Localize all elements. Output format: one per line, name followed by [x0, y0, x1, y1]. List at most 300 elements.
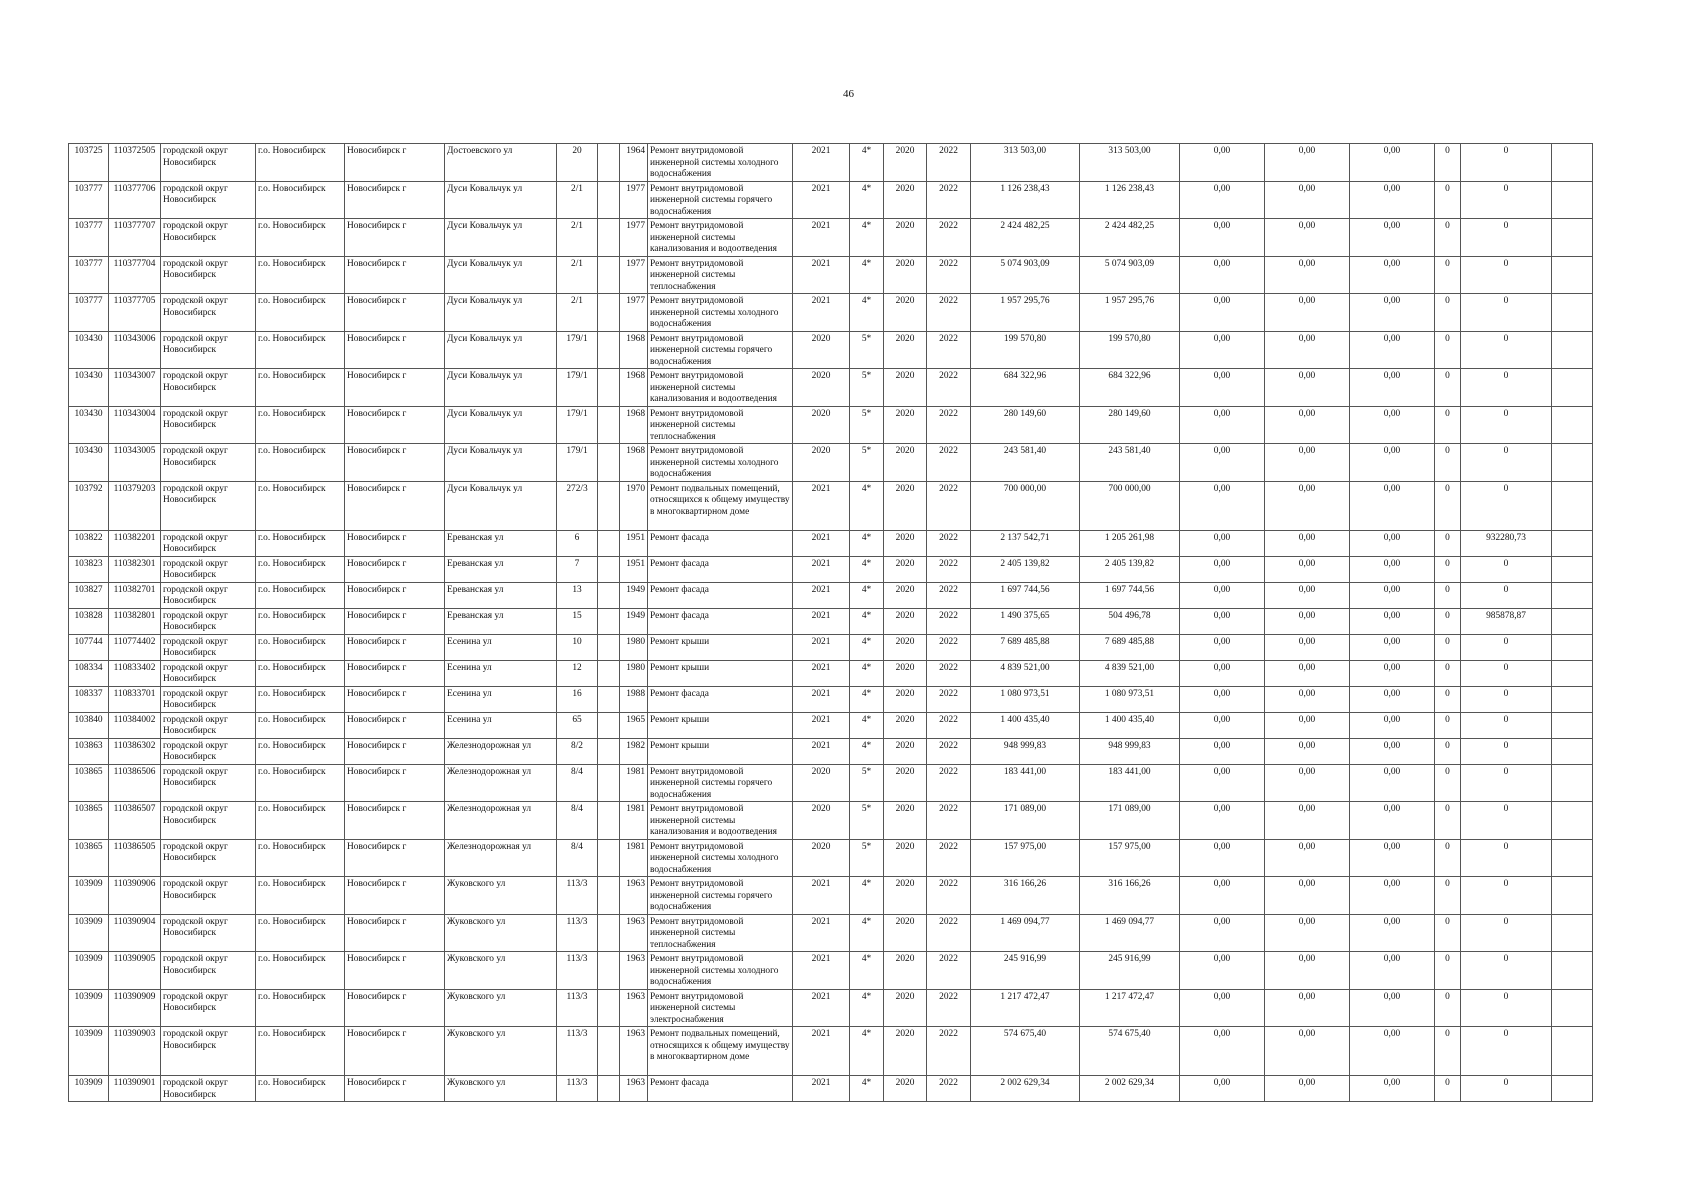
- cell-plan-year: 2020: [793, 802, 850, 840]
- cell-note: [1552, 144, 1593, 182]
- cell-owners-funds: 0: [1435, 181, 1461, 219]
- cell-budget-federal: 0,00: [1180, 989, 1265, 1027]
- cell-budget-local: 0,00: [1350, 294, 1435, 332]
- cell-period-start: 2020: [884, 877, 927, 915]
- cell-house-number: 179/1: [557, 406, 598, 444]
- cell-priority: 4*: [850, 660, 884, 686]
- cell-object-id: 110386505: [109, 839, 161, 877]
- cell-other-funds: 0: [1461, 952, 1552, 990]
- cell-period-end: 2022: [927, 331, 971, 369]
- cell-street: Есенина ул: [445, 634, 557, 660]
- cell-period-start: 2020: [884, 712, 927, 738]
- cell-fund-cost: 280 149,60: [1080, 406, 1180, 444]
- cell-priority: 4*: [850, 144, 884, 182]
- cell-budget-regional: 0,00: [1265, 444, 1350, 482]
- cell-budget-regional: 0,00: [1265, 181, 1350, 219]
- cell-fund-cost: 2 002 629,34: [1080, 1076, 1180, 1102]
- cell-build-year: 1988: [620, 686, 648, 712]
- cell-house-number: 10: [557, 634, 598, 660]
- cell-work-type: Ремонт внутридомовой инженерной системы электроснабжения: [648, 989, 793, 1027]
- cell-object-id: 110386507: [109, 802, 161, 840]
- cell-budget-local: 0,00: [1350, 1027, 1435, 1076]
- cell-municipal-district: г.о. Новосибирск: [256, 481, 345, 530]
- cell-corpus: [598, 634, 620, 660]
- cell-house-number: 6: [557, 530, 598, 556]
- cell-municipal-district: г.о. Новосибирск: [256, 738, 345, 764]
- cell-period-end: 2022: [927, 989, 971, 1027]
- cell-owners-funds: 0: [1435, 556, 1461, 582]
- cell-budget-regional: 0,00: [1265, 989, 1350, 1027]
- cell-municipal-district: г.о. Новосибирск: [256, 582, 345, 608]
- cell-owners-funds: 0: [1435, 952, 1461, 990]
- cell-total-cost: 183 441,00: [971, 764, 1080, 802]
- cell-build-year: 1963: [620, 1076, 648, 1102]
- cell-period-start: 2020: [884, 530, 927, 556]
- cell-work-type: Ремонт фасада: [648, 1076, 793, 1102]
- cell-total-cost: 1 957 295,76: [971, 294, 1080, 332]
- capital-repair-table: [68, 143, 1593, 1102]
- cell-object-id: 110377707: [109, 219, 161, 257]
- cell-house-number: 13: [557, 582, 598, 608]
- cell-period-start: 2020: [884, 219, 927, 257]
- cell-total-cost: 7 689 485,88: [971, 634, 1080, 660]
- cell-other-funds: 0: [1461, 369, 1552, 407]
- cell-municipal-district: г.о. Новосибирск: [256, 294, 345, 332]
- cell-locality: Новосибирск г: [345, 660, 445, 686]
- table-row: [69, 181, 1593, 219]
- cell-note: [1552, 1027, 1593, 1076]
- cell-locality: Новосибирск г: [345, 952, 445, 990]
- cell-fund-cost: 684 322,96: [1080, 369, 1180, 407]
- cell-plan-year: 2020: [793, 331, 850, 369]
- cell-period-start: 2020: [884, 1076, 927, 1102]
- cell-other-funds: 0: [1461, 256, 1552, 294]
- cell-municipality: городской округ Новосибирск: [161, 712, 256, 738]
- cell-street: Железнодорожная ул: [445, 764, 557, 802]
- document-table-wrapper: [68, 143, 1593, 1102]
- cell-fund-cost: 504 496,78: [1080, 608, 1180, 634]
- cell-budget-federal: 0,00: [1180, 952, 1265, 990]
- cell-object-id: 110377706: [109, 181, 161, 219]
- table-row: [69, 989, 1593, 1027]
- cell-budget-federal: 0,00: [1180, 764, 1265, 802]
- cell-total-cost: 1 469 094,77: [971, 914, 1080, 952]
- cell-budget-federal: 0,00: [1180, 369, 1265, 407]
- cell-budget-federal: 0,00: [1180, 1027, 1265, 1076]
- cell-budget-local: 0,00: [1350, 582, 1435, 608]
- cell-municipality: городской округ Новосибирск: [161, 839, 256, 877]
- cell-period-start: 2020: [884, 989, 927, 1027]
- cell-municipal-district: г.о. Новосибирск: [256, 660, 345, 686]
- cell-plan-year: 2021: [793, 877, 850, 915]
- cell-municipal-district: г.о. Новосибирск: [256, 181, 345, 219]
- cell-work-type: Ремонт внутридомовой инженерной системы холодного водоснабжения: [648, 294, 793, 332]
- cell-owners-funds: 0: [1435, 582, 1461, 608]
- cell-priority: 4*: [850, 686, 884, 712]
- cell-total-cost: 313 503,00: [971, 144, 1080, 182]
- table-body: [69, 144, 1593, 1102]
- cell-note: [1552, 294, 1593, 332]
- cell-budget-federal: 0,00: [1180, 634, 1265, 660]
- cell-municipality: городской округ Новосибирск: [161, 802, 256, 840]
- cell-period-end: 2022: [927, 608, 971, 634]
- cell-other-funds: 0: [1461, 556, 1552, 582]
- cell-budget-federal: 0,00: [1180, 181, 1265, 219]
- cell-budget-regional: 0,00: [1265, 219, 1350, 257]
- cell-plan-year: 2021: [793, 1027, 850, 1076]
- cell-priority: 4*: [850, 877, 884, 915]
- cell-priority: 5*: [850, 331, 884, 369]
- cell-house-id: 103777: [69, 256, 109, 294]
- cell-total-cost: 1 697 744,56: [971, 582, 1080, 608]
- cell-house-number: 8/4: [557, 764, 598, 802]
- cell-total-cost: 1 080 973,51: [971, 686, 1080, 712]
- cell-object-id: 110382301: [109, 556, 161, 582]
- cell-plan-year: 2021: [793, 530, 850, 556]
- cell-object-id: 110343004: [109, 406, 161, 444]
- cell-note: [1552, 608, 1593, 634]
- table-row: [69, 914, 1593, 952]
- cell-budget-federal: 0,00: [1180, 914, 1265, 952]
- cell-house-number: 113/3: [557, 1027, 598, 1076]
- cell-plan-year: 2021: [793, 1076, 850, 1102]
- cell-period-start: 2020: [884, 952, 927, 990]
- table-row: [69, 764, 1593, 802]
- cell-house-number: 179/1: [557, 331, 598, 369]
- cell-house-id: 103840: [69, 712, 109, 738]
- cell-other-funds: 0: [1461, 660, 1552, 686]
- cell-fund-cost: 2 405 139,82: [1080, 556, 1180, 582]
- cell-object-id: 110343006: [109, 331, 161, 369]
- cell-budget-federal: 0,00: [1180, 686, 1265, 712]
- table-row: [69, 144, 1593, 182]
- cell-object-id: 110372505: [109, 144, 161, 182]
- cell-locality: Новосибирск г: [345, 1027, 445, 1076]
- cell-fund-cost: 948 999,83: [1080, 738, 1180, 764]
- cell-budget-federal: 0,00: [1180, 660, 1265, 686]
- cell-priority: 4*: [850, 608, 884, 634]
- cell-municipal-district: г.о. Новосибирск: [256, 802, 345, 840]
- cell-object-id: 110379203: [109, 481, 161, 530]
- cell-work-type: Ремонт внутридомовой инженерной системы канализования и водоотведения: [648, 369, 793, 407]
- cell-municipal-district: г.о. Новосибирск: [256, 839, 345, 877]
- cell-house-id: 103430: [69, 369, 109, 407]
- cell-budget-regional: 0,00: [1265, 877, 1350, 915]
- cell-municipality: городской округ Новосибирск: [161, 331, 256, 369]
- cell-period-end: 2022: [927, 369, 971, 407]
- cell-fund-cost: 1 469 094,77: [1080, 914, 1180, 952]
- cell-budget-federal: 0,00: [1180, 582, 1265, 608]
- cell-period-start: 2020: [884, 556, 927, 582]
- cell-owners-funds: 0: [1435, 802, 1461, 840]
- cell-corpus: [598, 406, 620, 444]
- cell-locality: Новосибирск г: [345, 406, 445, 444]
- cell-priority: 4*: [850, 556, 884, 582]
- cell-owners-funds: 0: [1435, 444, 1461, 482]
- cell-object-id: 110390903: [109, 1027, 161, 1076]
- cell-locality: Новосибирск г: [345, 481, 445, 530]
- cell-plan-year: 2020: [793, 406, 850, 444]
- cell-period-start: 2020: [884, 369, 927, 407]
- cell-budget-local: 0,00: [1350, 481, 1435, 530]
- cell-build-year: 1951: [620, 530, 648, 556]
- cell-locality: Новосибирск г: [345, 181, 445, 219]
- cell-priority: 4*: [850, 989, 884, 1027]
- cell-fund-cost: 171 089,00: [1080, 802, 1180, 840]
- cell-owners-funds: 0: [1435, 686, 1461, 712]
- cell-municipality: городской округ Новосибирск: [161, 294, 256, 332]
- cell-street: Ереванская ул: [445, 608, 557, 634]
- cell-municipality: городской округ Новосибирск: [161, 1076, 256, 1102]
- cell-budget-regional: 0,00: [1265, 481, 1350, 530]
- cell-locality: Новосибирск г: [345, 802, 445, 840]
- cell-budget-regional: 0,00: [1265, 634, 1350, 660]
- cell-work-type: Ремонт внутридомовой инженерной системы холодного водоснабжения: [648, 144, 793, 182]
- cell-build-year: 1968: [620, 406, 648, 444]
- cell-house-id: 103792: [69, 481, 109, 530]
- cell-other-funds: 0: [1461, 764, 1552, 802]
- cell-fund-cost: 4 839 521,00: [1080, 660, 1180, 686]
- cell-budget-local: 0,00: [1350, 802, 1435, 840]
- table-row: [69, 256, 1593, 294]
- cell-budget-federal: 0,00: [1180, 481, 1265, 530]
- cell-owners-funds: 0: [1435, 712, 1461, 738]
- cell-period-end: 2022: [927, 686, 971, 712]
- cell-period-end: 2022: [927, 181, 971, 219]
- cell-priority: 4*: [850, 294, 884, 332]
- table-row: [69, 712, 1593, 738]
- cell-fund-cost: 574 675,40: [1080, 1027, 1180, 1076]
- cell-object-id: 110377704: [109, 256, 161, 294]
- cell-period-end: 2022: [927, 530, 971, 556]
- cell-street: Железнодорожная ул: [445, 738, 557, 764]
- cell-municipality: городской округ Новосибирск: [161, 530, 256, 556]
- cell-street: Жуковского ул: [445, 989, 557, 1027]
- cell-build-year: 1963: [620, 1027, 648, 1076]
- cell-object-id: 110386506: [109, 764, 161, 802]
- cell-budget-regional: 0,00: [1265, 294, 1350, 332]
- cell-work-type: Ремонт внутридомовой инженерной системы горячего водоснабжения: [648, 877, 793, 915]
- cell-other-funds: 0: [1461, 839, 1552, 877]
- cell-budget-regional: 0,00: [1265, 369, 1350, 407]
- cell-house-number: 12: [557, 660, 598, 686]
- cell-object-id: 110386302: [109, 738, 161, 764]
- cell-priority: 4*: [850, 738, 884, 764]
- cell-house-number: 113/3: [557, 989, 598, 1027]
- cell-period-start: 2020: [884, 764, 927, 802]
- cell-house-id: 103777: [69, 181, 109, 219]
- cell-locality: Новосибирск г: [345, 712, 445, 738]
- cell-budget-regional: 0,00: [1265, 530, 1350, 556]
- cell-other-funds: 0: [1461, 1027, 1552, 1076]
- cell-locality: Новосибирск г: [345, 1076, 445, 1102]
- cell-street: Дуси Ковальчук ул: [445, 331, 557, 369]
- table-row: [69, 738, 1593, 764]
- cell-budget-local: 0,00: [1350, 181, 1435, 219]
- cell-house-id: 103430: [69, 444, 109, 482]
- cell-note: [1552, 256, 1593, 294]
- cell-municipal-district: г.о. Новосибирск: [256, 712, 345, 738]
- table-row: [69, 634, 1593, 660]
- table-row: [69, 877, 1593, 915]
- cell-object-id: 110343005: [109, 444, 161, 482]
- table-row: [69, 294, 1593, 332]
- cell-municipal-district: г.о. Новосибирск: [256, 989, 345, 1027]
- cell-total-cost: 199 570,80: [971, 331, 1080, 369]
- cell-fund-cost: 199 570,80: [1080, 331, 1180, 369]
- cell-work-type: Ремонт подвальных помещений, относящихся к общему имуществу в многоквартирном доме: [648, 1027, 793, 1076]
- cell-street: Есенина ул: [445, 660, 557, 686]
- cell-street: Достоевского ул: [445, 144, 557, 182]
- cell-owners-funds: 0: [1435, 144, 1461, 182]
- cell-house-id: 103777: [69, 219, 109, 257]
- cell-municipality: городской округ Новосибирск: [161, 1027, 256, 1076]
- cell-total-cost: 574 675,40: [971, 1027, 1080, 1076]
- cell-municipal-district: г.о. Новосибирск: [256, 608, 345, 634]
- cell-note: [1552, 839, 1593, 877]
- cell-municipal-district: г.о. Новосибирск: [256, 914, 345, 952]
- cell-work-type: Ремонт крыши: [648, 634, 793, 660]
- cell-total-cost: 2 424 482,25: [971, 219, 1080, 257]
- cell-municipality: городской округ Новосибирск: [161, 738, 256, 764]
- cell-note: [1552, 530, 1593, 556]
- cell-total-cost: 700 000,00: [971, 481, 1080, 530]
- cell-plan-year: 2021: [793, 660, 850, 686]
- cell-house-id: 103725: [69, 144, 109, 182]
- cell-period-end: 2022: [927, 764, 971, 802]
- cell-period-start: 2020: [884, 582, 927, 608]
- cell-plan-year: 2021: [793, 634, 850, 660]
- cell-municipality: городской округ Новосибирск: [161, 634, 256, 660]
- cell-period-start: 2020: [884, 294, 927, 332]
- cell-municipal-district: г.о. Новосибирск: [256, 764, 345, 802]
- cell-budget-regional: 0,00: [1265, 1027, 1350, 1076]
- cell-corpus: [598, 444, 620, 482]
- cell-note: [1552, 914, 1593, 952]
- cell-period-end: 2022: [927, 481, 971, 530]
- cell-plan-year: 2021: [793, 582, 850, 608]
- cell-fund-cost: 316 166,26: [1080, 877, 1180, 915]
- cell-house-id: 103865: [69, 802, 109, 840]
- cell-build-year: 1965: [620, 712, 648, 738]
- cell-build-year: 1981: [620, 764, 648, 802]
- cell-other-funds: 0: [1461, 181, 1552, 219]
- cell-street: Дуси Ковальчук ул: [445, 256, 557, 294]
- cell-work-type: Ремонт фасада: [648, 582, 793, 608]
- cell-total-cost: 1 400 435,40: [971, 712, 1080, 738]
- cell-work-type: Ремонт крыши: [648, 712, 793, 738]
- cell-municipal-district: г.о. Новосибирск: [256, 686, 345, 712]
- cell-corpus: [598, 331, 620, 369]
- cell-plan-year: 2020: [793, 764, 850, 802]
- cell-locality: Новосибирск г: [345, 914, 445, 952]
- cell-owners-funds: 0: [1435, 481, 1461, 530]
- cell-other-funds: 0: [1461, 219, 1552, 257]
- cell-budget-federal: 0,00: [1180, 294, 1265, 332]
- cell-house-number: 8/2: [557, 738, 598, 764]
- cell-municipality: городской округ Новосибирск: [161, 952, 256, 990]
- table-row: [69, 530, 1593, 556]
- cell-corpus: [598, 952, 620, 990]
- cell-fund-cost: 1 126 238,43: [1080, 181, 1180, 219]
- cell-period-end: 2022: [927, 556, 971, 582]
- cell-total-cost: 316 166,26: [971, 877, 1080, 915]
- cell-fund-cost: 1 957 295,76: [1080, 294, 1180, 332]
- table-row: [69, 802, 1593, 840]
- cell-period-start: 2020: [884, 839, 927, 877]
- cell-period-start: 2020: [884, 660, 927, 686]
- cell-other-funds: 0: [1461, 144, 1552, 182]
- cell-work-type: Ремонт крыши: [648, 738, 793, 764]
- cell-budget-local: 0,00: [1350, 608, 1435, 634]
- cell-object-id: 110384002: [109, 712, 161, 738]
- cell-locality: Новосибирск г: [345, 294, 445, 332]
- cell-locality: Новосибирск г: [345, 634, 445, 660]
- cell-fund-cost: 1 205 261,98: [1080, 530, 1180, 556]
- cell-house-number: 15: [557, 608, 598, 634]
- table-row: [69, 369, 1593, 407]
- cell-house-number: 113/3: [557, 952, 598, 990]
- cell-house-number: 8/4: [557, 802, 598, 840]
- cell-work-type: Ремонт фасада: [648, 556, 793, 582]
- cell-budget-regional: 0,00: [1265, 952, 1350, 990]
- cell-work-type: Ремонт внутридомовой инженерной системы горячего водоснабжения: [648, 181, 793, 219]
- cell-object-id: 110382801: [109, 608, 161, 634]
- cell-municipal-district: г.о. Новосибирск: [256, 369, 345, 407]
- cell-note: [1552, 369, 1593, 407]
- cell-budget-local: 0,00: [1350, 914, 1435, 952]
- cell-total-cost: 171 089,00: [971, 802, 1080, 840]
- cell-street: Жуковского ул: [445, 952, 557, 990]
- cell-plan-year: 2021: [793, 294, 850, 332]
- cell-build-year: 1980: [620, 634, 648, 660]
- cell-priority: 5*: [850, 406, 884, 444]
- cell-budget-regional: 0,00: [1265, 608, 1350, 634]
- cell-other-funds: 0: [1461, 989, 1552, 1027]
- cell-period-end: 2022: [927, 294, 971, 332]
- cell-work-type: Ремонт внутридомовой инженерной системы горячего водоснабжения: [648, 764, 793, 802]
- cell-period-start: 2020: [884, 481, 927, 530]
- cell-work-type: Ремонт внутридомовой инженерной системы горячего водоснабжения: [648, 331, 793, 369]
- cell-municipal-district: г.о. Новосибирск: [256, 444, 345, 482]
- cell-corpus: [598, 294, 620, 332]
- cell-house-number: 2/1: [557, 256, 598, 294]
- cell-work-type: Ремонт внутридомовой инженерной системы теплоснабжения: [648, 914, 793, 952]
- cell-house-id: 103909: [69, 1076, 109, 1102]
- cell-budget-regional: 0,00: [1265, 582, 1350, 608]
- cell-owners-funds: 0: [1435, 989, 1461, 1027]
- cell-municipality: городской округ Новосибирск: [161, 181, 256, 219]
- cell-house-id: 107744: [69, 634, 109, 660]
- cell-corpus: [598, 989, 620, 1027]
- cell-locality: Новосибирск г: [345, 877, 445, 915]
- cell-work-type: Ремонт фасада: [648, 686, 793, 712]
- cell-build-year: 1970: [620, 481, 648, 530]
- cell-period-end: 2022: [927, 952, 971, 990]
- cell-other-funds: 0: [1461, 481, 1552, 530]
- cell-build-year: 1977: [620, 219, 648, 257]
- cell-period-end: 2022: [927, 219, 971, 257]
- cell-period-start: 2020: [884, 256, 927, 294]
- cell-total-cost: 1 217 472,47: [971, 989, 1080, 1027]
- cell-corpus: [598, 738, 620, 764]
- cell-budget-federal: 0,00: [1180, 406, 1265, 444]
- cell-budget-local: 0,00: [1350, 952, 1435, 990]
- cell-owners-funds: 0: [1435, 1076, 1461, 1102]
- cell-priority: 5*: [850, 444, 884, 482]
- cell-corpus: [598, 686, 620, 712]
- cell-build-year: 1977: [620, 294, 648, 332]
